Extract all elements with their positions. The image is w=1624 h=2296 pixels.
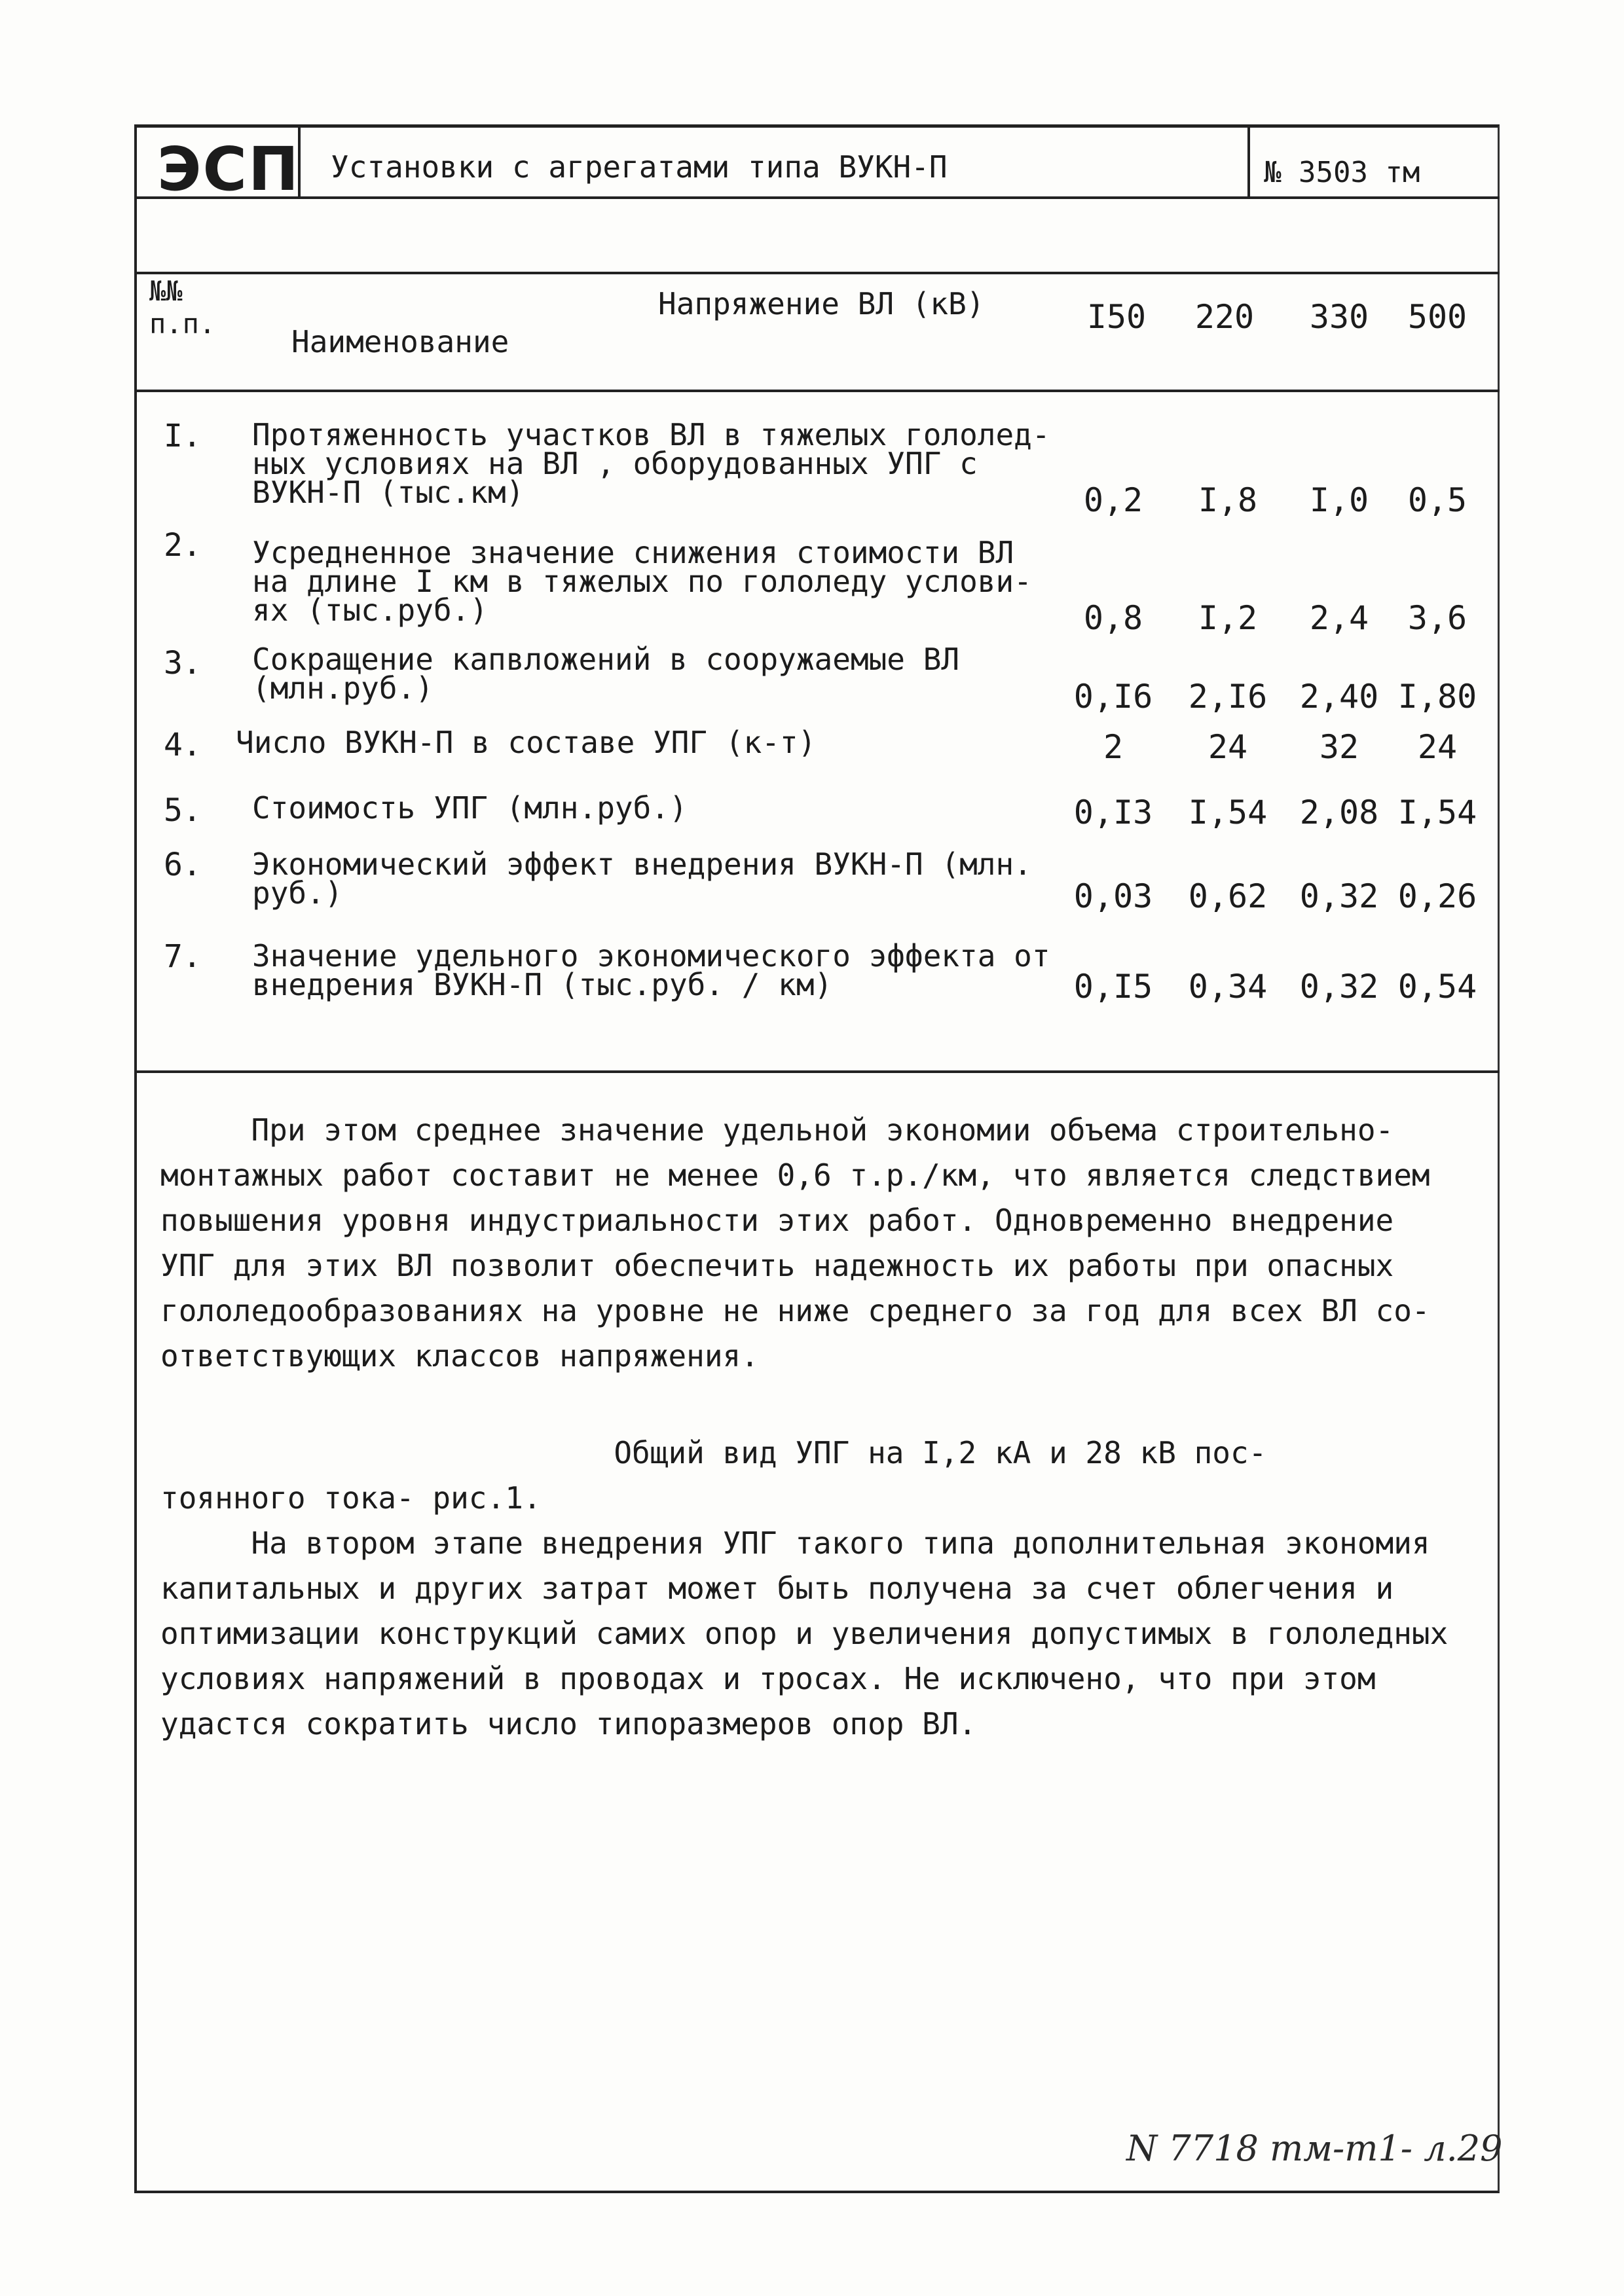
row-5-value-500: I,54 (1397, 793, 1477, 831)
row-7-name: Значение удельного экономического эффекта от внедрения ВУКН-П (тыс.руб. / км) (252, 938, 1050, 1002)
row-1-value-150: 0,2 (1083, 481, 1143, 519)
row-6-number: 6. (164, 847, 202, 883)
row-7-number: 7. (164, 938, 202, 975)
row-2-value-500: 3,6 (1407, 599, 1467, 637)
column-number-header: №№ п.п. (149, 275, 216, 340)
row-5-number: 5. (164, 792, 202, 829)
row-6-value-150: 0,03 (1073, 877, 1153, 915)
row-7-value-150: 0,I5 (1073, 968, 1153, 1006)
table-head-rule (134, 390, 1500, 392)
row-7-value-220: 0,34 (1188, 968, 1268, 1006)
row-3-value-150: 0,I6 (1073, 678, 1153, 716)
row-5-value-330: 2,08 (1299, 793, 1379, 831)
body-paragraph-1: При этом среднее значение удельной экономии объема строительно- монтажных работ составит не менее 0,6 т.р./км, что является следствием повышения уровня индустриальности этих работ. Одновременно внедрение УПГ для этих ВЛ позволит обеспечить надежность их работы при опасных гололедообразованиях на уровне не ниже среднего за год для всех ВЛ со- ответствующих классов напряжения. (160, 1112, 1430, 1374)
sheet-reference-signature: N 7718 тм-т1- л.29 (1126, 2128, 1503, 2169)
row-2-value-330: 2,4 (1309, 599, 1369, 637)
row-6-name: Экономический эффект внедрения ВУКН-П (млн. руб.) (252, 847, 1032, 911)
row-4-value-500: 24 (1417, 728, 1458, 766)
row-2-value-220: I,2 (1198, 599, 1258, 637)
row-5-name: Стоимость УПГ (млн.руб.) (252, 790, 688, 826)
row-3-value-500: I,80 (1397, 678, 1477, 716)
voltage-500: 500 (1407, 298, 1467, 336)
row-3-name: Сокращение капвложений в сооружаемые ВЛ (млн.руб.) (252, 642, 960, 706)
column-name-header: Наименование (291, 324, 509, 359)
document-number: № 3503 тм (1264, 156, 1420, 189)
row-4-value-150: 2 (1103, 728, 1124, 766)
row-1-value-330: I,0 (1309, 481, 1369, 519)
row-4-name: Число ВУКН-П в составе УПГ (к-т) (236, 725, 817, 760)
document-title: Установки с агрегатами типа ВУКН-П (331, 149, 948, 185)
row-5-value-150: 0,I3 (1073, 793, 1153, 831)
row-3-number: 3. (164, 645, 202, 682)
row-2-value-150: 0,8 (1083, 599, 1143, 637)
row-3-value-330: 2,40 (1299, 678, 1379, 716)
voltage-330: 330 (1309, 298, 1369, 336)
row-4-value-330: 32 (1319, 728, 1359, 766)
row-5-value-220: I,54 (1188, 793, 1268, 831)
header-divider-right (1247, 128, 1250, 196)
row-1-value-500: 0,5 (1407, 481, 1467, 519)
row-7-value-500: 0,54 (1397, 968, 1477, 1006)
body-paragraph-2: Общий вид УПГ на I,2 кА и 28 кВ пос- тоянного тока- рис.1. На втором этапе внедрения УПГ такого типа дополнительная экономия капитальных и других затрат может быть получена за счет облегчения и оптимизации конструкций самих опор и увеличения допустимых в гололедных условиях напряжений в проводах и тросах. Не исключено, что при этом удастся сократить число типоразмеров опор ВЛ. (160, 1435, 1449, 1741)
header-bottom-rule (134, 196, 1500, 199)
organization-logo: ЭСП (157, 134, 301, 204)
column-voltage-header: Напряжение ВЛ (кВ) (658, 286, 985, 321)
row-2-name: Усредненное значение снижения стоимости ВЛ на длине I км в тяжелых по гололеду услови- ях (тыс.руб.) (252, 535, 1032, 628)
table-top-rule (134, 272, 1500, 274)
voltage-150: I50 (1086, 298, 1147, 336)
row-6-value-500: 0,26 (1397, 877, 1477, 915)
row-1-value-220: I,8 (1198, 481, 1258, 519)
row-4-value-220: 24 (1208, 728, 1248, 766)
row-6-value-220: 0,62 (1188, 877, 1268, 915)
table-bottom-rule (134, 1070, 1500, 1073)
row-4-number: 4. (164, 727, 202, 763)
row-6-value-330: 0,32 (1299, 877, 1379, 915)
row-1-name: Протяженность участков ВЛ в тяжелых гололед- ных условиях на ВЛ , оборудованных УПГ с ВУКН-П (тыс.км) (252, 417, 1050, 510)
row-1-number: I. (164, 418, 202, 454)
voltage-220: 220 (1194, 298, 1255, 336)
row-7-value-330: 0,32 (1299, 968, 1379, 1006)
row-3-value-220: 2,I6 (1188, 678, 1268, 716)
row-2-number: 2. (164, 527, 202, 564)
